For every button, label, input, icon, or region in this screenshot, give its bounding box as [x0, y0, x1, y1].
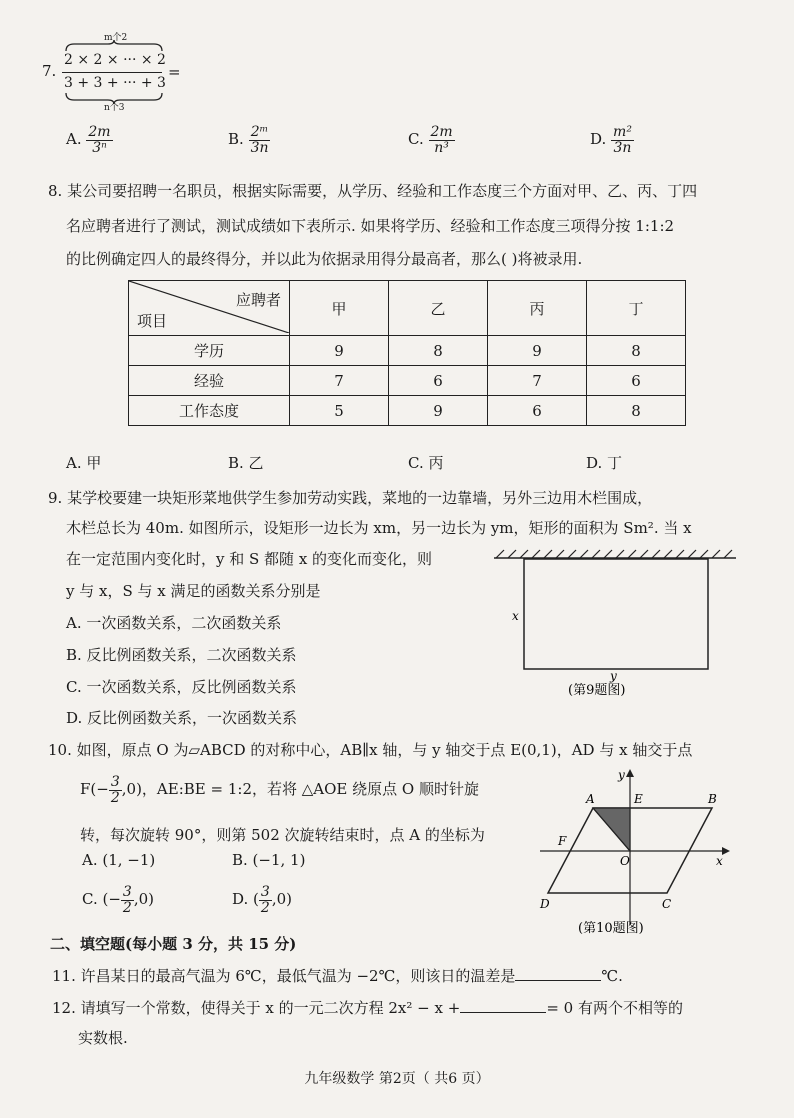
q8-line1: 8. 某公司要招聘一名职员，根据实际需要，从学历、经验和工作态度三个方面对甲、乙、丙、丁四	[48, 182, 698, 200]
q7-option-b: B. $\frac{\text{2ᵐ}}{3n}$	[228, 124, 269, 156]
q9-caption: (第9题图)	[568, 683, 626, 698]
q10-caption: (第10题图)	[578, 921, 644, 936]
q10-line3: 转，每次旋转 90°，则第 502 次旋转结束时，点 A 的坐标为	[80, 826, 485, 844]
q12-line2: 实数根.	[78, 1029, 128, 1047]
label-f: F	[558, 834, 567, 848]
section2-title: 二、填空题(每小题 3 分，共 15 分)	[50, 935, 297, 953]
row-label: 工作态度	[129, 396, 290, 426]
q8-option-a: A. 甲	[66, 454, 102, 472]
col-header-ding: 丁	[587, 281, 686, 336]
q7-top-brace	[64, 40, 164, 52]
score-table	[128, 280, 686, 426]
cell: 9	[488, 336, 587, 366]
label-e: E	[634, 792, 643, 806]
q7-top-brace-label: m个2	[104, 33, 128, 43]
cell: 9	[389, 396, 488, 426]
label-c: C	[662, 897, 672, 911]
q8-option-c: C. 丙	[408, 454, 444, 472]
table-row	[129, 396, 686, 426]
label-y-axis: y	[618, 768, 625, 782]
label-x-axis: x	[716, 854, 723, 868]
cell: 7	[290, 366, 389, 396]
y-axis-arrow	[626, 769, 634, 777]
q7-numerator: 2 × 2 × ··· × 2	[64, 52, 166, 68]
q8-option-b: B. 乙	[228, 454, 264, 472]
q7-fraction-bar	[62, 72, 162, 73]
row-label: 学历	[129, 336, 290, 366]
cell: 9	[290, 336, 389, 366]
cell: 6	[488, 396, 587, 426]
x-axis-arrow	[722, 847, 730, 855]
corner-applicant-label: 应聘者	[235, 291, 281, 309]
q10-line2: F(− $\frac{3}{2}$ ,0)，AE:BE = 1:2，若将 △AOE 绕原点 O 顺时针旋	[80, 774, 479, 806]
q11: 11. 许昌某日的最高气温为 6℃，最低气温为 −2℃，则该日的温差是 ℃.	[52, 967, 623, 985]
q9-option-b: B. 反比例函数关系，二次函数关系	[66, 646, 297, 664]
col-header-bing: 丙	[488, 281, 587, 336]
cell: 8	[389, 336, 488, 366]
label-a: A	[586, 792, 595, 806]
q9-option-c: C. 一次函数关系，反比例函数关系	[66, 678, 297, 696]
q8-line3: 的比例确定四人的最终得分，并以此为依据录用得分最高者，那么( )将被录用.	[66, 250, 583, 268]
q9-line4: y 与 x，S 与 x 满足的函数关系分别是	[66, 582, 321, 600]
q9-figure	[490, 548, 740, 698]
col-header-jia: 甲	[290, 281, 389, 336]
cell: 8	[587, 396, 686, 426]
label-o: O	[620, 854, 630, 868]
q7-option-a: A. $\frac{2m}{\text{3ⁿ}}$	[66, 124, 111, 156]
cell: 8	[587, 336, 686, 366]
row-label: 经验	[129, 366, 290, 396]
q8-line2: 名应聘者进行了测试，测试成绩如下表所示. 如果将学历、经验和工作态度三项得分按 1:1:2	[66, 217, 675, 235]
wall-hatching	[494, 550, 736, 558]
q10-option-b: B. (−1, 1)	[232, 851, 306, 869]
cell: 6	[389, 366, 488, 396]
q10-figure	[530, 765, 740, 937]
q7-bottom-brace-label: n个3	[104, 103, 125, 113]
q9-line1: 9. 某学校要建一块矩形菜地供学生参加劳动实践，菜地的一边靠墙，另外三边用木栏围成，	[48, 489, 653, 507]
label-x: x	[512, 609, 519, 623]
q7-number: 7.	[42, 62, 57, 80]
col-header-yi: 乙	[389, 281, 488, 336]
q7-equals: =	[168, 63, 181, 81]
q10-option-c: C. (− $\frac{3}{2}$ ,0)	[82, 884, 154, 916]
q10-option-d: D. ( $\frac{3}{2}$ ,0)	[232, 884, 292, 916]
table-row	[129, 366, 686, 396]
label-d: D	[540, 897, 550, 911]
q12-blank	[460, 998, 546, 1013]
q9-option-d: D. 反比例函数关系，一次函数关系	[66, 709, 298, 727]
page-footer: 九年级数学 第2页（ 共6 页）	[304, 1071, 490, 1087]
q12-line1: 12. 请填写一个常数，使得关于 x 的一元二次方程 2x² − x + = 0 有两个不相等的	[52, 999, 683, 1017]
label-y: y	[610, 669, 617, 683]
q7-denominator: 3 + 3 + ··· + 3	[64, 75, 166, 91]
q11-blank	[515, 966, 601, 981]
q8-option-d: D. 丁	[586, 454, 623, 472]
garden-rectangle	[524, 559, 708, 669]
q9-option-a: A. 一次函数关系，二次函数关系	[66, 614, 282, 632]
cell: 6	[587, 366, 686, 396]
q10-line1: 10. 如图，原点 O 为▱ABCD 的对称中心，AB∥x 轴，与 y 轴交于点 E(0,1)，AD 与 x 轴交于点	[48, 741, 693, 759]
table-corner-cell	[129, 281, 290, 336]
cell: 5	[290, 396, 389, 426]
q10-option-a: A. (1, −1)	[82, 851, 156, 869]
label-b: B	[708, 792, 717, 806]
table-row	[129, 336, 686, 366]
cell: 7	[488, 366, 587, 396]
q9-line2: 木栏总长为 40m. 如图所示，设矩形一边长为 xm，另一边长为 ym，矩形的面积为 Sm². 当 x	[66, 519, 692, 537]
q7	[42, 30, 742, 113]
q7-option-d: D. $\frac{\text{m²}}{3n}$	[590, 124, 632, 156]
corner-item-label: 项目	[137, 312, 168, 330]
q9-line3: 在一定范围内变化时，y 和 S 都随 x 的变化而变化，则	[66, 550, 433, 568]
q7-option-c: C. $\frac{2m}{\text{n³}}$	[408, 124, 453, 156]
